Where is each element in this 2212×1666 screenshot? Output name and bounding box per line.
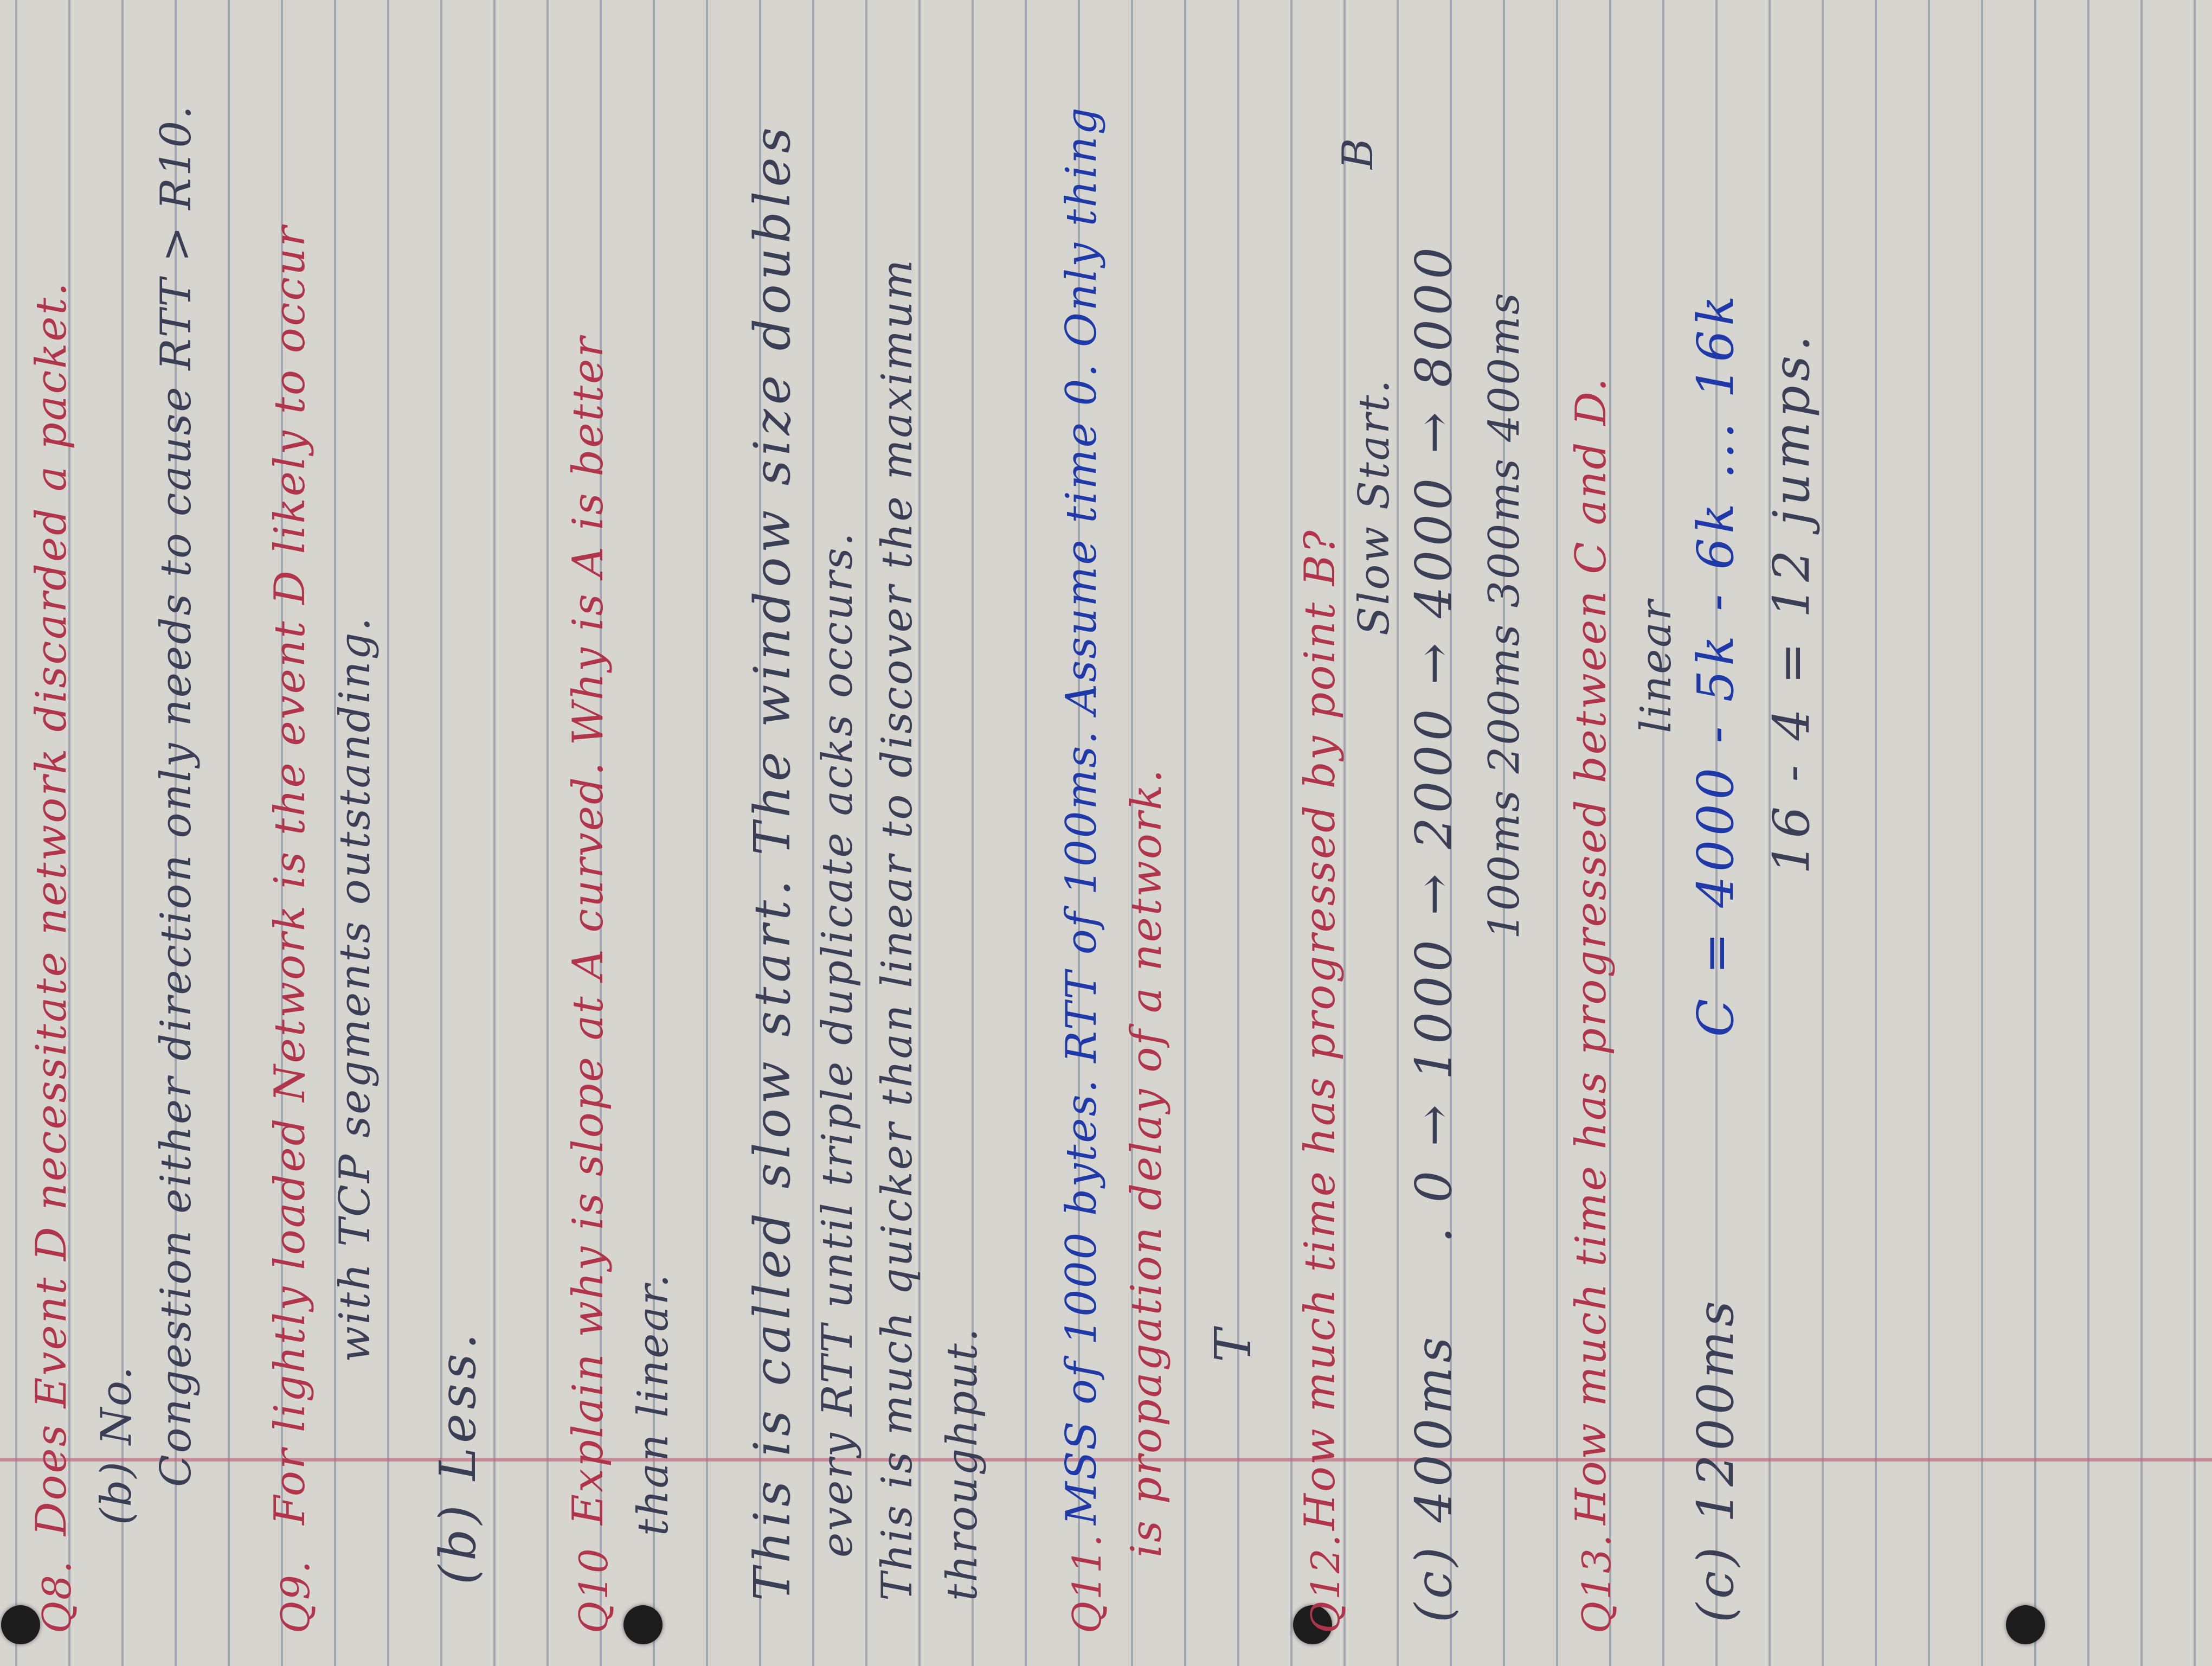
q11-label: Q11. xyxy=(1064,1533,1110,1633)
q10-answer-line4: throughput. xyxy=(938,1327,987,1601)
q13-calc: 16 - 4 = 12 jumps. xyxy=(1763,331,1821,874)
q8-question: Does Event D necessitate network discarded a packet. xyxy=(27,281,76,1536)
q10-answer-line2: every RTT until triple duplicate acks occurs. xyxy=(813,531,862,1558)
q10-question-line1: Explain why is slope at A curved. Why is A is better xyxy=(564,335,613,1525)
q10-answer-line1: This is called slow start. The window size doubles xyxy=(743,123,801,1601)
q12-question: How much time has progressed by point B? xyxy=(1296,529,1345,1530)
q11-letter: T xyxy=(1204,1324,1262,1362)
q12-times: 100ms 200ms 300ms 400ms xyxy=(1480,291,1529,939)
q13-sequence: C = 4000 - 5k - 6k ... 16k xyxy=(1687,291,1745,1037)
q13-linear-note: linear xyxy=(1632,598,1681,733)
q8-answer: Congestion either direction only needs to cause RTT > R10. xyxy=(152,104,201,1487)
q9-question-line1: For lightly loaded Network is the event D likely to occur xyxy=(266,225,314,1525)
q10-answer-line3: This is much quicker than linear to discover the maximum xyxy=(873,258,922,1601)
q12-sequence: . 0 → 1000 → 2000 → 4000 → 8000 xyxy=(1405,243,1463,1243)
q10-question-line2: than linear. xyxy=(629,1272,678,1536)
q13-question: How much time has progressed between C and D. xyxy=(1567,376,1616,1525)
q10-label: Q10 xyxy=(571,1547,616,1633)
q8-part-b: (b) No. xyxy=(92,1364,141,1525)
q9-question-line2: with TCP segments outstanding. xyxy=(331,616,380,1362)
q13-answer-c: (c) 1200ms xyxy=(1687,1296,1745,1623)
q13-label: Q13. xyxy=(1574,1533,1619,1633)
q12-label: Q12. xyxy=(1303,1533,1348,1633)
q9-part-b: (b) Less. xyxy=(429,1329,487,1585)
q8-label: Q8. xyxy=(34,1559,80,1633)
q12-answer-c: (c) 400ms xyxy=(1405,1332,1463,1623)
q11-question-line1: MSS of 1000 bytes. RTT of 100ms. Assume time 0. Only thing xyxy=(1057,106,1106,1525)
q12-point-b: B xyxy=(1334,136,1382,169)
q11-question-line2: is propagation delay of a network. xyxy=(1122,767,1171,1558)
q12-slow-start-note: Slow Start. xyxy=(1350,378,1399,636)
q9-label: Q9. xyxy=(273,1559,318,1633)
